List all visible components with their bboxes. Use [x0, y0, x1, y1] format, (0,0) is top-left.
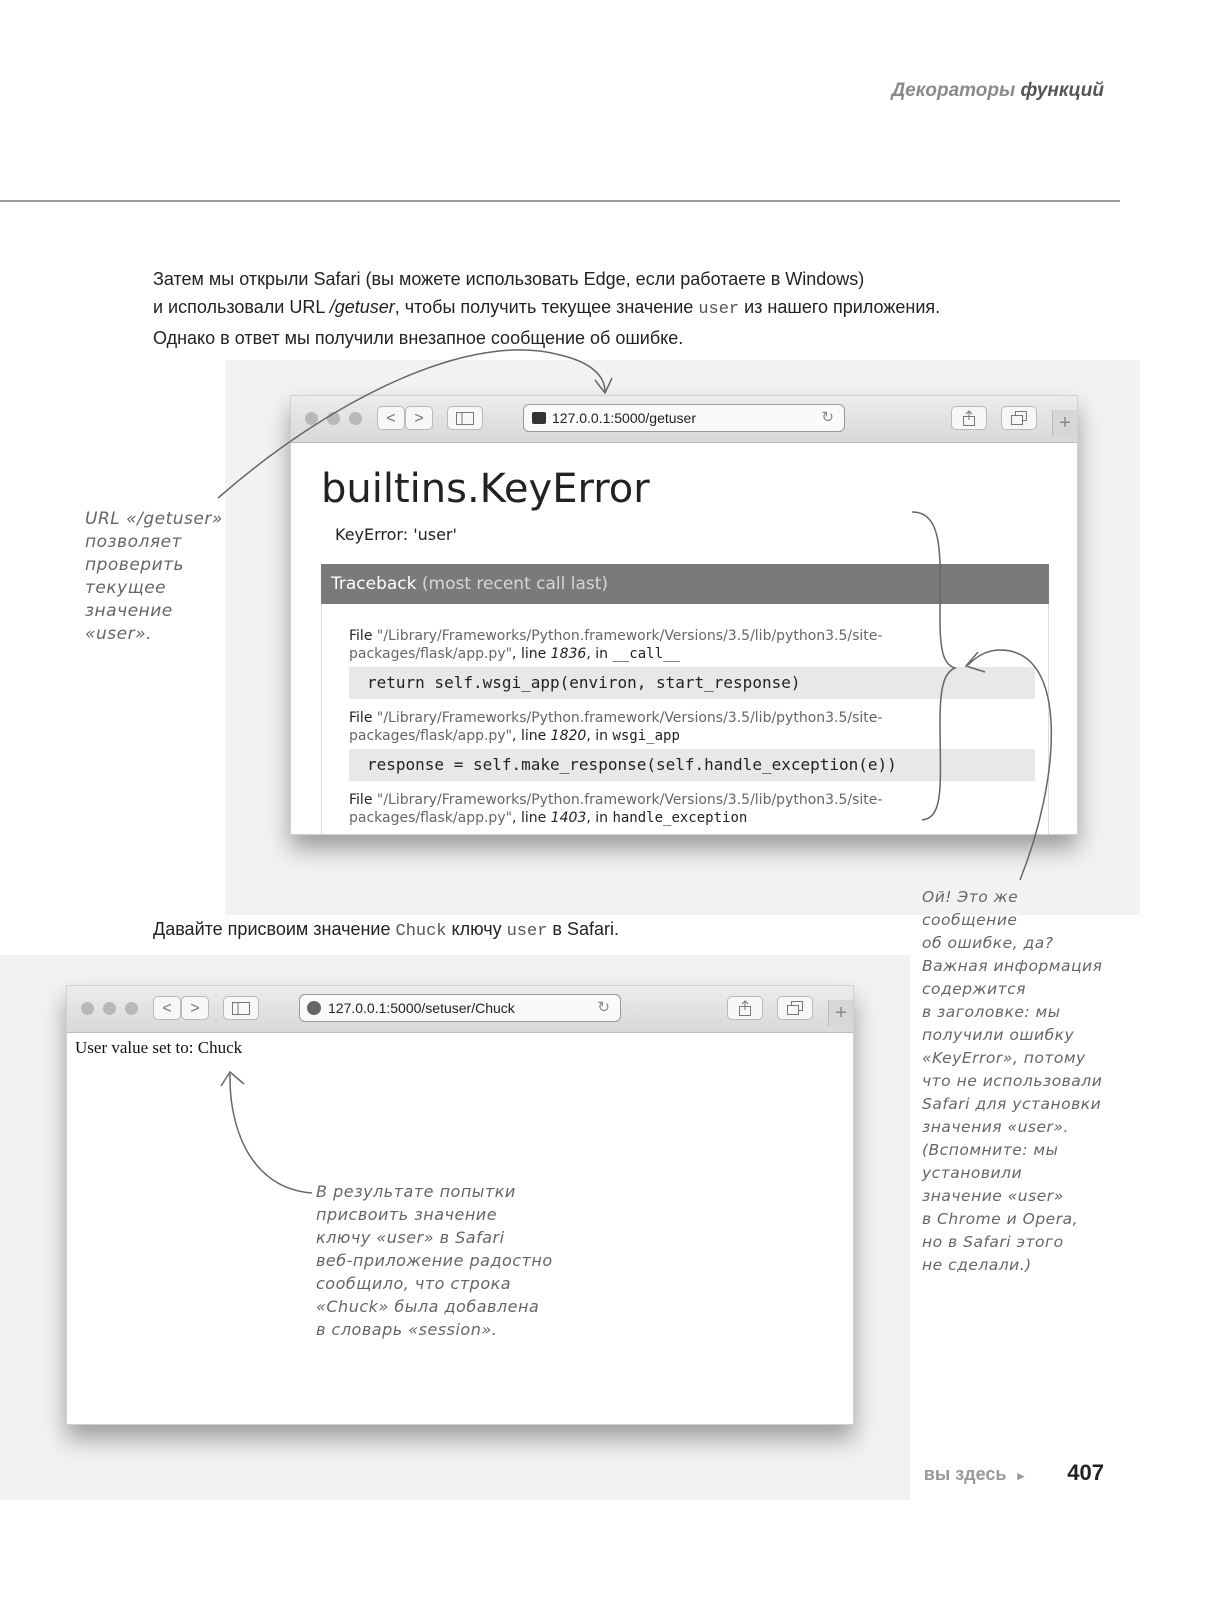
note-line: Ой! Это же — [922, 888, 1019, 906]
caption-text: Давайте присвоим значение — [153, 919, 396, 939]
note-line: Safari для установки — [922, 1095, 1102, 1113]
note-line: (Вспомните: мы — [922, 1141, 1059, 1159]
frame-line-number: 1836 — [550, 646, 587, 662]
intro-line-3: Однако в ответ мы получили внезапное сообщение об ошибке. — [153, 328, 684, 348]
error-title: builtins.KeyError — [321, 466, 650, 512]
arrow-to-body — [230, 1074, 312, 1193]
note-line: «user». — [85, 624, 152, 644]
intro-text: из нашего приложения. — [739, 297, 941, 317]
frame-path: "/Library/Frameworks/Python.framework/Versions/3.5/lib/python3.5/site- — [376, 710, 883, 726]
chevron-left-icon: < — [386, 410, 396, 427]
caption-text: в Safari. — [547, 919, 619, 939]
chevron-right-icon: > — [190, 1000, 200, 1017]
frame-code: return self.wsgi_app(environ, start_response) — [349, 667, 1035, 699]
note-line: проверить — [85, 555, 185, 575]
note-line: Важная информация — [922, 957, 1103, 975]
frame-path: "/Library/Frameworks/Python.framework/Versions/3.5/lib/python3.5/site- — [376, 628, 883, 644]
frame-line-number: 1820 — [550, 728, 587, 744]
note-line: сообщило, что строка — [316, 1274, 512, 1293]
frame-file-label: File — [349, 628, 377, 644]
note-line: что не использовали — [922, 1072, 1103, 1090]
arrow-to-url — [218, 350, 605, 498]
frame-in-label: , in — [586, 728, 613, 744]
note-line: URL «/getuser» — [85, 509, 223, 529]
frame-in-label: , in — [586, 646, 613, 662]
intro-url: /getuser — [329, 297, 395, 317]
intro-text: , чтобы получить текущее значение — [394, 297, 699, 317]
page-number: 407 — [1067, 1460, 1104, 1485]
note-line: ключу «user» в Safari — [316, 1228, 505, 1247]
note-line: «KeyError», потому — [922, 1049, 1086, 1067]
traceback-subtitle: (most recent call last) — [416, 574, 609, 594]
footer-here-label: вы здесь — [923, 1464, 1007, 1484]
frame-line-label: , line — [512, 810, 551, 826]
footer-you-are-here — [924, 1464, 1024, 1485]
address-url: 127.0.0.1:5000/setuser/Chuck — [328, 1000, 515, 1016]
chevron-left-icon: < — [162, 1000, 172, 1017]
note-line: в заголовке: мы — [922, 1003, 1061, 1021]
chevron-right-icon: > — [414, 410, 424, 427]
frame-line-number: 1403 — [550, 810, 587, 826]
frame-line-label: , line — [512, 728, 551, 744]
header-title-part1: Декораторы — [891, 80, 1016, 101]
frame-path: packages/flask/app.py" — [349, 810, 513, 826]
frame-in-label: , in — [586, 810, 613, 826]
caption-code: user — [506, 922, 548, 941]
address-url: 127.0.0.1:5000/getuser — [552, 410, 697, 426]
frame-file-label: File — [349, 792, 377, 808]
note-line: значения «user». — [922, 1118, 1069, 1136]
frame-path: packages/flask/app.py" — [349, 728, 513, 744]
frame-function: __call__ — [612, 646, 680, 662]
note-line: об ошибке, да? — [922, 934, 1054, 952]
note-line: содержится — [922, 980, 1027, 998]
note-line: сообщение — [922, 911, 1018, 929]
note-line: в словарь «session». — [316, 1320, 498, 1339]
arrowhead — [221, 1072, 244, 1086]
frame-file-label: File — [349, 710, 377, 726]
reload-icon[interactable]: ↻ — [597, 999, 610, 1016]
triangle-right-icon: ▸ — [1017, 1468, 1024, 1483]
note-line: текущее — [85, 578, 167, 598]
traceback-label: Traceback — [331, 574, 417, 594]
note-line: значение — [85, 601, 173, 621]
page-body-text: User value set to: Chuck — [75, 1038, 243, 1057]
intro-line-1: Затем мы открыли Safari (вы можете использовать Edge, если работаете в Windows) — [153, 269, 865, 289]
plus-icon: + — [835, 1002, 847, 1024]
caption-code: Chuck — [395, 922, 447, 941]
arrow-from-note — [968, 650, 1051, 880]
frame-function: wsgi_app — [612, 728, 680, 744]
caption-text: ключу — [446, 919, 507, 939]
frame-function: handle_exception — [612, 810, 748, 826]
plus-icon: + — [1059, 412, 1071, 434]
note-line: не сделали.) — [922, 1256, 1032, 1274]
intro-text: и использовали URL — [153, 297, 330, 317]
note-line: но в Safari этого — [922, 1233, 1064, 1251]
note-line: «Chuck» была добавлена — [316, 1297, 540, 1316]
note-line: получили ошибку — [922, 1026, 1075, 1044]
note-line: значение «user» — [922, 1187, 1064, 1205]
note-line: В результате попытки — [316, 1182, 516, 1201]
frame-code: response = self.make_response(self.handle_exception(e)) — [349, 749, 1035, 781]
note-line: установили — [922, 1164, 1023, 1182]
intro-code: user — [698, 300, 740, 319]
note-line: позволяет — [85, 532, 182, 552]
frame-line-label: , line — [512, 646, 551, 662]
frame-path: packages/flask/app.py" — [349, 646, 513, 662]
note-line: в Chrome и Opera, — [922, 1210, 1078, 1228]
header-title-part2: функций — [1020, 80, 1104, 101]
brace-bracket — [912, 512, 955, 820]
reload-icon[interactable]: ↻ — [821, 409, 834, 426]
note-line: присвоить значение — [316, 1205, 498, 1224]
note-line: веб-приложение радостно — [316, 1251, 553, 1270]
error-message: KeyError: 'user' — [335, 525, 457, 544]
frame-path: "/Library/Frameworks/Python.framework/Versions/3.5/lib/python3.5/site- — [376, 792, 883, 808]
